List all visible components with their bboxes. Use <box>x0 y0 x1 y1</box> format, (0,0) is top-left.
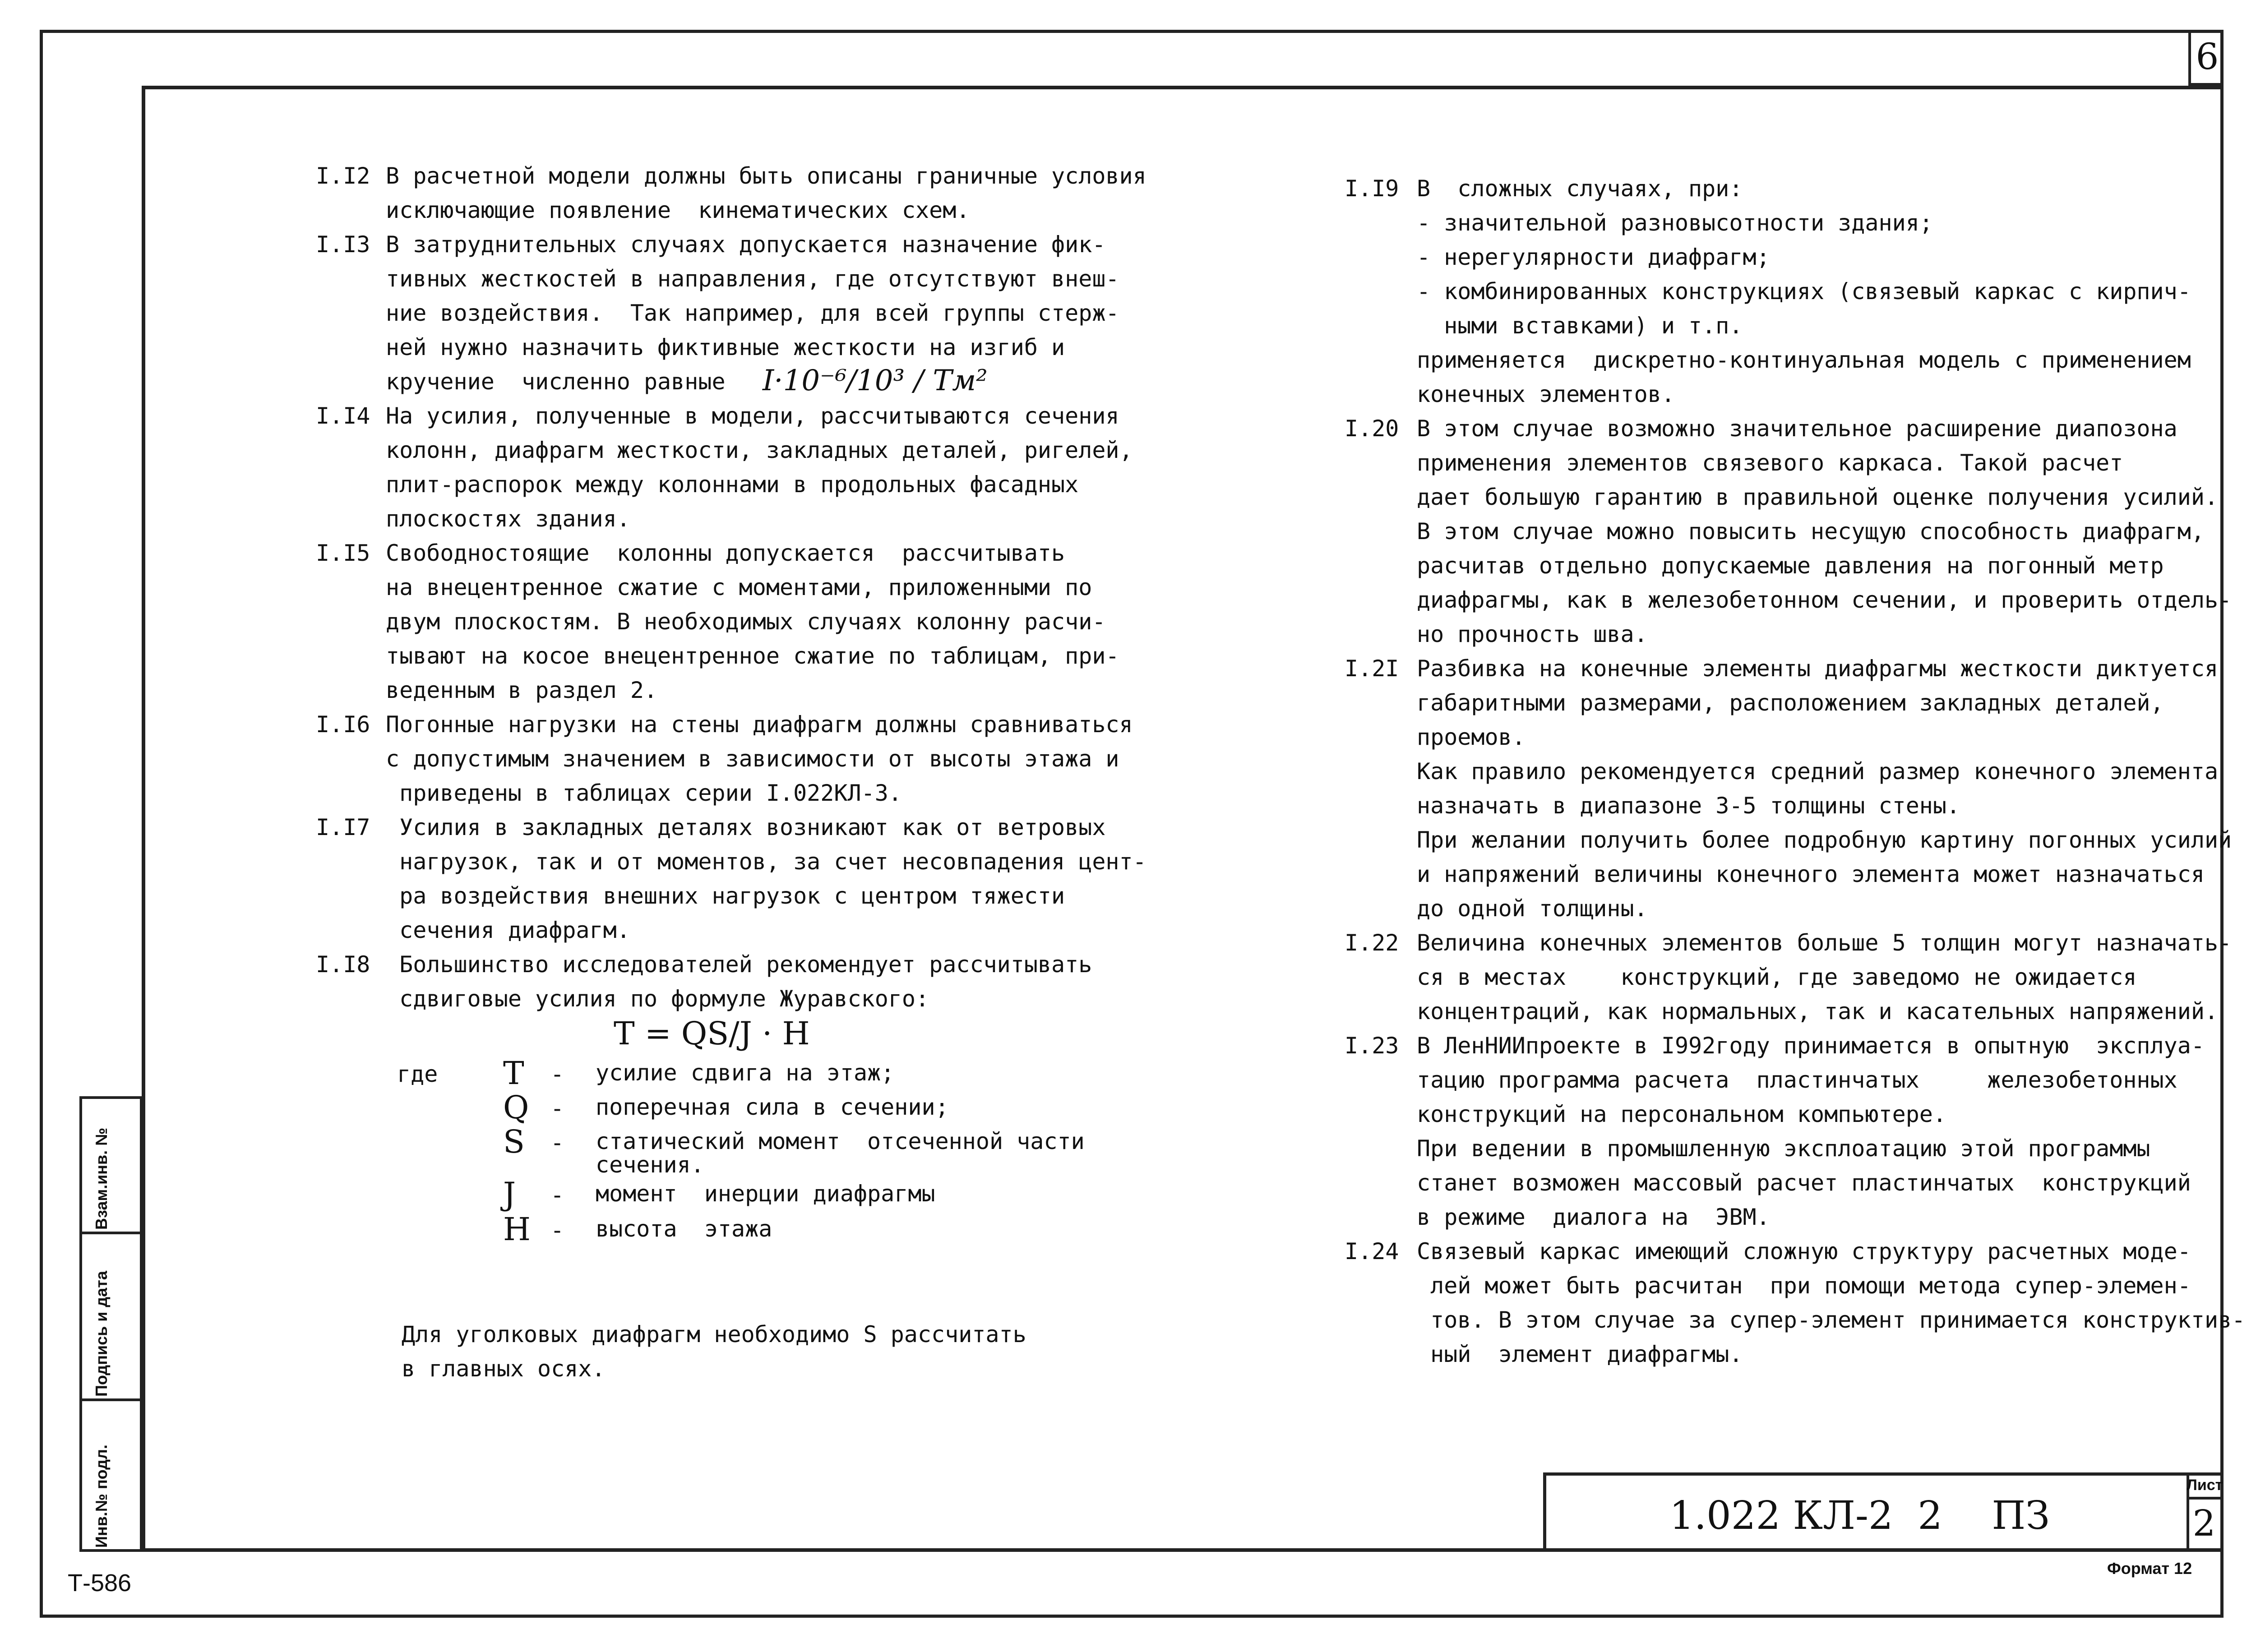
note-line-2: в главных осях. <box>402 1356 606 1382</box>
sheet-corner-number: 6 <box>2196 35 2219 78</box>
clause-line: сечения диафрагм. <box>386 917 630 943</box>
clause-line: применения элементов связевого каркаса. Такой расчет <box>1417 450 2123 476</box>
clause-number: I.I7 <box>316 814 370 840</box>
clause-number: I.24 <box>1345 1238 1399 1264</box>
clause-line: При ведении в промышленную эксплоатацию этой программы <box>1417 1135 2150 1162</box>
clause-line: веденным в раздел 2. <box>386 677 658 703</box>
clause-line: ние воздействия. Так например, для всей группы стерж- <box>386 300 1119 326</box>
clause-line: В этом случае возможно значительное расширение диапозона <box>1417 415 2177 442</box>
clause-line: но прочность шва. <box>1417 621 1648 647</box>
zhuravsky-formula: T = QS/J · H <box>614 1015 810 1052</box>
clause-line: Как правило рекомендуется средний размер конечного элемента <box>1417 758 2219 784</box>
document-code: 1.022 КЛ-2 2 ПЗ <box>1669 1493 2050 1538</box>
legend-text: момент инерции диафрагмы <box>596 1181 935 1207</box>
legend-text: поперечная сила в сечении; <box>596 1094 949 1120</box>
clause-line: Величина конечных элементов больше 5 толщин могут назначать- <box>1417 930 2232 956</box>
clause-line: Большинство исследователей рекомендует рассчитывать <box>386 951 1092 978</box>
clause-number: I.20 <box>1345 415 1399 442</box>
clause-line: тов. В этом случае за супер-элемент принимается конструктив- <box>1417 1307 2246 1333</box>
clause-line: сдвиговые усилия по формуле Журавского: <box>386 986 929 1012</box>
clause-line: колонн, диафрагм жесткости, закладных деталей, ригелей, <box>386 437 1133 463</box>
stamp-cell-2 <box>82 1234 140 1401</box>
clause-line: на внецентренное сжатие с моментами, приложенными по <box>386 574 1092 600</box>
clause-number: I.2I <box>1345 655 1399 682</box>
clause-line: двум плоскостям. В необходимых случаях колонну расчи- <box>386 609 1106 635</box>
stamp-cell-1 <box>82 1099 140 1234</box>
clause-line: концентраций, как нормальных, так и касательных напряжений. <box>1417 998 2219 1024</box>
clause-line: ней нужно назначить фиктивные жесткости на изгиб и <box>386 334 1065 360</box>
archive-code: Т-586 <box>68 1569 132 1597</box>
clause-number: I.I2 <box>316 163 370 189</box>
clause-line: конструкций на персональном компьютере. <box>1417 1101 1946 1127</box>
legend-text: высота этажа <box>596 1216 772 1242</box>
clause-line: исключающие появление кинематических схем. <box>386 197 970 223</box>
clause-line: дает большую гарантию в правильной оценке получения усилий. <box>1417 484 2219 510</box>
clause-line: Погонные нагрузки на стены диафрагм должны сравниваться <box>386 711 1133 738</box>
legend-dash: - <box>550 1095 564 1121</box>
clause-line: В затруднительных случаях допускается назначение фик- <box>386 231 1106 258</box>
stamp-label-replace: Взам.инв. № <box>92 1127 111 1230</box>
clause-number: I.I6 <box>316 711 370 738</box>
clause-line: ся в местах конструкций, где заведомо не ожидается <box>1417 964 2137 990</box>
legend-intro: где <box>397 1061 438 1087</box>
clause-line: тивных жесткостей в направления, где отсутствуют внеш- <box>386 266 1119 292</box>
legend-symbol: H <box>503 1211 531 1248</box>
clause-line: станет возможен массовый расчет пластинчатых конструкций <box>1417 1170 2191 1196</box>
clause-line: тацию программа расчета пластинчатых железобетонных <box>1417 1067 2177 1093</box>
clause-line: Свободностоящие колонны допускается рассчитывать <box>386 540 1065 566</box>
clause-line: в режиме диалога на ЭВМ. <box>1417 1204 1770 1230</box>
clause-line: В сложных случаях, при: <box>1417 175 1743 202</box>
clause-line: В ЛенНИИпроекте в I992году принимается в опытную эксплуа- <box>1417 1033 2205 1059</box>
clause-line: и напряжений величины конечного элемента может назначаться <box>1417 861 2205 887</box>
clause-line: назначать в диапазоне 3-5 толщины стены. <box>1417 793 1960 819</box>
clause-number: I.I3 <box>316 231 370 258</box>
clause-line: с допустимым значением в зависимости от высоты этажа и <box>386 746 1119 772</box>
sheet-label: Лист <box>2187 1472 2222 1500</box>
legend-symbol: T <box>503 1055 524 1092</box>
clause-line: расчитав отдельно допускаемые давления на погонный метр <box>1417 553 2164 579</box>
legend-text: усилие сдвига на этаж; <box>596 1060 895 1086</box>
clause-line: На усилия, полученные в модели, рассчитываются сечения <box>386 403 1119 429</box>
legend-symbol: Q <box>503 1089 529 1126</box>
clause-line: При желании получить более подробную картину погонных усилий <box>1417 827 2232 853</box>
clause-line: плит-распорок между колоннами в продольных фасадных <box>386 471 1079 498</box>
stamp-label-inventory: Инв.№ подл. <box>92 1444 111 1548</box>
clause-line: нагрузок, так и от моментов, за счет несовпадения цент- <box>386 849 1146 875</box>
clause-line: - комбинированных конструкциях (связевый каркас с кирпич- <box>1417 278 2191 305</box>
handwritten-stiffness-value: I·10⁻⁶/10³ / Тм² <box>763 364 988 397</box>
legend-symbol: J <box>503 1176 516 1213</box>
clause-line: конечных элементов. <box>1417 381 1675 407</box>
clause-line: приведены в таблицах серии I.022КЛ-3. <box>386 780 902 806</box>
clause-line: ный элемент диафрагмы. <box>1417 1341 1743 1367</box>
sheet-corner-box <box>2188 30 2224 86</box>
clause-line: Связевый каркас имеющий сложную структуру расчетных моде- <box>1417 1238 2191 1264</box>
clause-line: Усилия в закладных деталях возникают как от ветровых <box>386 814 1106 840</box>
clause-line: плоскостях здания. <box>386 506 630 532</box>
clause-line: до одной толщины. <box>1417 895 1648 922</box>
clause-line: ными вставками) и т.п. <box>1417 313 1743 339</box>
clause-line: кручение численно равные <box>386 369 726 395</box>
legend-symbol: S <box>503 1123 525 1160</box>
clause-line: диафрагмы, как в железобетонном сечении, и проверить отдель- <box>1417 587 2232 613</box>
clause-line: габаритными размерами, расположением закладных деталей, <box>1417 690 2164 716</box>
sheet-number: 2 <box>2192 1502 2216 1544</box>
stamp-label-signature: Подпись и дата <box>92 1271 111 1397</box>
clause-line: ра воздействия внешних нагрузок с центром тяжести <box>386 883 1065 909</box>
revision-stamp <box>79 1096 143 1552</box>
clause-number: I.I5 <box>316 540 370 566</box>
clause-line: проемов. <box>1417 724 1526 750</box>
clause-line: - значительной разновысотности здания; <box>1417 210 1933 236</box>
legend-dash: - <box>550 1217 564 1243</box>
clause-number: I.23 <box>1345 1033 1399 1059</box>
format-label: Формат 12 <box>2107 1559 2192 1578</box>
clause-line: применяется дискретно-континуальная модель с применением <box>1417 347 2191 373</box>
clause-line: тывают на косое внецентренное сжатие по таблицам, при- <box>386 643 1119 669</box>
clause-line: В этом случае можно повысить несущую способность диафрагм, <box>1417 518 2205 545</box>
legend-dash: - <box>550 1061 564 1087</box>
legend-dash: - <box>550 1182 564 1208</box>
legend-dash: - <box>550 1130 564 1156</box>
clause-line: - нерегулярности диафрагм; <box>1417 244 1770 270</box>
clause-line: лей может быть расчитан при помощи метода супер-элемен- <box>1417 1273 2191 1299</box>
clause-line: В расчетной модели должны быть описаны граничные условия <box>386 163 1146 189</box>
clause-number: I.I4 <box>316 403 370 429</box>
clause-number: I.I8 <box>316 951 370 978</box>
clause-number: I.I9 <box>1345 175 1399 202</box>
clause-line: Разбивка на конечные элементы диафрагмы жесткости диктуется <box>1417 655 2219 682</box>
legend-text: статический момент отсеченной части сечения. <box>596 1128 1085 1178</box>
clause-number: I.22 <box>1345 930 1399 956</box>
note-line-1: Для уголковых диафрагм необходимо S рассчитать <box>402 1321 1026 1347</box>
